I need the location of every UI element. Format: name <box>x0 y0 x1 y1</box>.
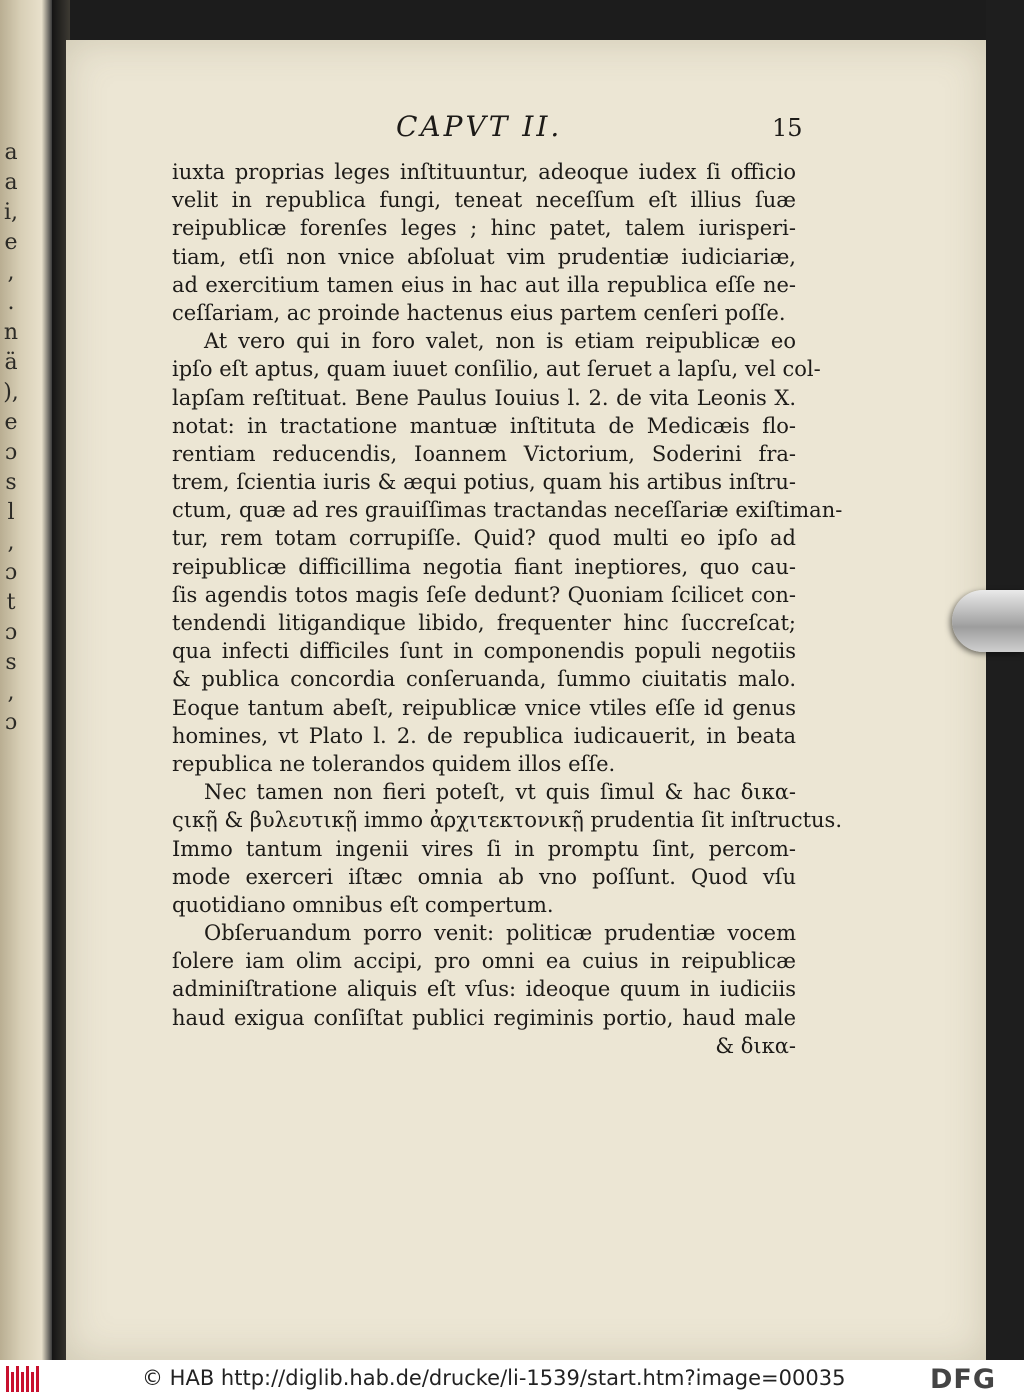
dfg-logo: DFG <box>930 1364 997 1395</box>
left-margin-fragment: ɔ <box>4 440 18 465</box>
text-line: mode exerceri iſtæc omnia ab vno poſſunt. Quod vſu <box>172 864 796 889</box>
left-margin-fragment: , <box>7 680 15 705</box>
text-line: ceſſariam, ac proinde hactenus eius partem cenſeri poſſe. <box>172 300 786 325</box>
text-line: ad exercitium tamen eius in hac aut illa republica eſſe ne- <box>172 272 796 297</box>
text-line: ςικῇ & βυλευτικῇ immo ἀρχιτεκτονικῇ prudentia ſit inſtructus. <box>172 808 843 833</box>
text-line: trem, ſcientia iuris & æqui potius, quam his artibus inſtru- <box>172 470 796 495</box>
left-margin-fragment: , <box>7 530 15 555</box>
left-margin-fragment: ɔ <box>4 710 18 735</box>
text-line: qua infecti difficiles ſunt in componendis populi negotiis <box>172 639 796 664</box>
text-line: quotidiano omnibus eſt compertum. <box>172 892 554 917</box>
text-line: adminiſtratione aliquis eſt vſus: ideoque quum in iudiciis <box>172 977 796 1002</box>
text-line: notat: in tractatione mantuæ inſtituta de Medicæis flo- <box>172 413 796 438</box>
text-line: iuxta proprias leges inſtituuntur, adeoque iudex ſi officio <box>172 160 796 184</box>
text-line: tur, rem totam corrupiſſe. Quid? quod multi eo ipſo ad <box>172 526 796 551</box>
text-line: tiam, etſi non vnice abſoluat vim prudentiæ iudiciariæ, <box>172 244 796 269</box>
book-page <box>66 40 986 1360</box>
text-line: Obſeruandum porro venit: politicæ prudentiæ vocem <box>204 921 796 946</box>
left-margin-fragment: n <box>3 320 19 345</box>
text-line: rentiam reducendis, Ioannem Victorium, Soderini fra- <box>172 441 796 466</box>
left-margin-fragment: , <box>7 260 15 285</box>
text-line: Nec tamen non fieri poteſt, vt quis ſimul & hac δικα- <box>204 780 796 805</box>
left-margin-fragment: ɔ <box>4 620 18 645</box>
left-margin-fragment: ä <box>4 350 18 375</box>
text-line: Eoque tantum abeſt, reipublicæ vnice vtiles eſſe id genus <box>172 695 796 720</box>
text-line: reipublicæ difficillima negotia fiant ineptiores, quo cau- <box>172 554 796 579</box>
left-margin-fragment: s <box>5 470 17 495</box>
text-line: haud exigua conſiſtat publici regiminis portio, haud male <box>172 1005 796 1030</box>
left-margin-fragment: l <box>7 500 15 525</box>
text-line: ſis agendis totos magis ſeſe dedunt? Quoniam ſcilicet con- <box>172 582 796 607</box>
text-line: ſolere iam olim accipi, pro omni ea cuius in reipublicæ <box>172 949 796 974</box>
text-line: homines, vt Plato l. 2. de republica iudicauerit, in beata <box>172 723 796 748</box>
page-body <box>172 158 843 1060</box>
page-number: 15 <box>772 114 803 142</box>
page-header <box>66 110 986 150</box>
left-margin-fragment: e <box>4 230 18 255</box>
footer-credit-link[interactable]: © HAB http://diglib.hab.de/drucke/li-1539/start.htm?image=00035 <box>142 1366 846 1390</box>
library-columns-icon <box>6 1366 42 1392</box>
text-line: ctum, quæ ad res grauiſſimas tractandas neceſſariæ exiſtiman- <box>172 498 843 523</box>
left-margin-fragment: s <box>5 650 17 675</box>
left-margin-fragment: e <box>4 410 18 435</box>
text-line: ipſo eſt aptus, quam iuuet conſilio, aut ſeruet a lapſu, vel col- <box>172 357 821 382</box>
footer-bar <box>0 1360 1024 1399</box>
text-line: reipublicæ forenſes leges ; hinc patet, talem iurisperi- <box>172 216 796 241</box>
text-line: At vero qui in foro valet, non is etiam reipublicæ eo <box>204 329 796 354</box>
text-line: tendendi litigandique libido, frequenter hinc ſuccreſcat; <box>172 611 796 635</box>
left-margin-fragment: t <box>6 590 16 615</box>
right-background <box>986 0 1024 1360</box>
text-line: Immo tantum ingenii vires ſi in promptu ſint, percom- <box>172 836 796 861</box>
text-line: velit in republica fungi, teneat neceſſum eſt illius ſuæ <box>172 188 796 213</box>
page-clip <box>952 590 1024 652</box>
left-margin-fragment: ), <box>3 380 19 405</box>
text-line: republica ne tolerandos quidem illos eſſe. <box>172 751 616 776</box>
left-margin-fragment: a <box>4 140 18 165</box>
left-margin-fragment: ɔ <box>4 560 18 585</box>
text-line: lapſam reſtituat. Bene Paulus Iouius l. 2. de vita Leonis X. <box>172 385 796 410</box>
text-line: & publica concordia conſeruanda, ſummo ciuitatis malo. <box>172 667 796 692</box>
left-margin-fragment: i, <box>3 200 19 225</box>
left-margin-fragment: a <box>4 170 18 195</box>
left-margin-fragment: . <box>7 290 15 315</box>
catchword: & δικα- <box>715 1033 796 1058</box>
running-head: CAPVT II. <box>396 110 563 143</box>
